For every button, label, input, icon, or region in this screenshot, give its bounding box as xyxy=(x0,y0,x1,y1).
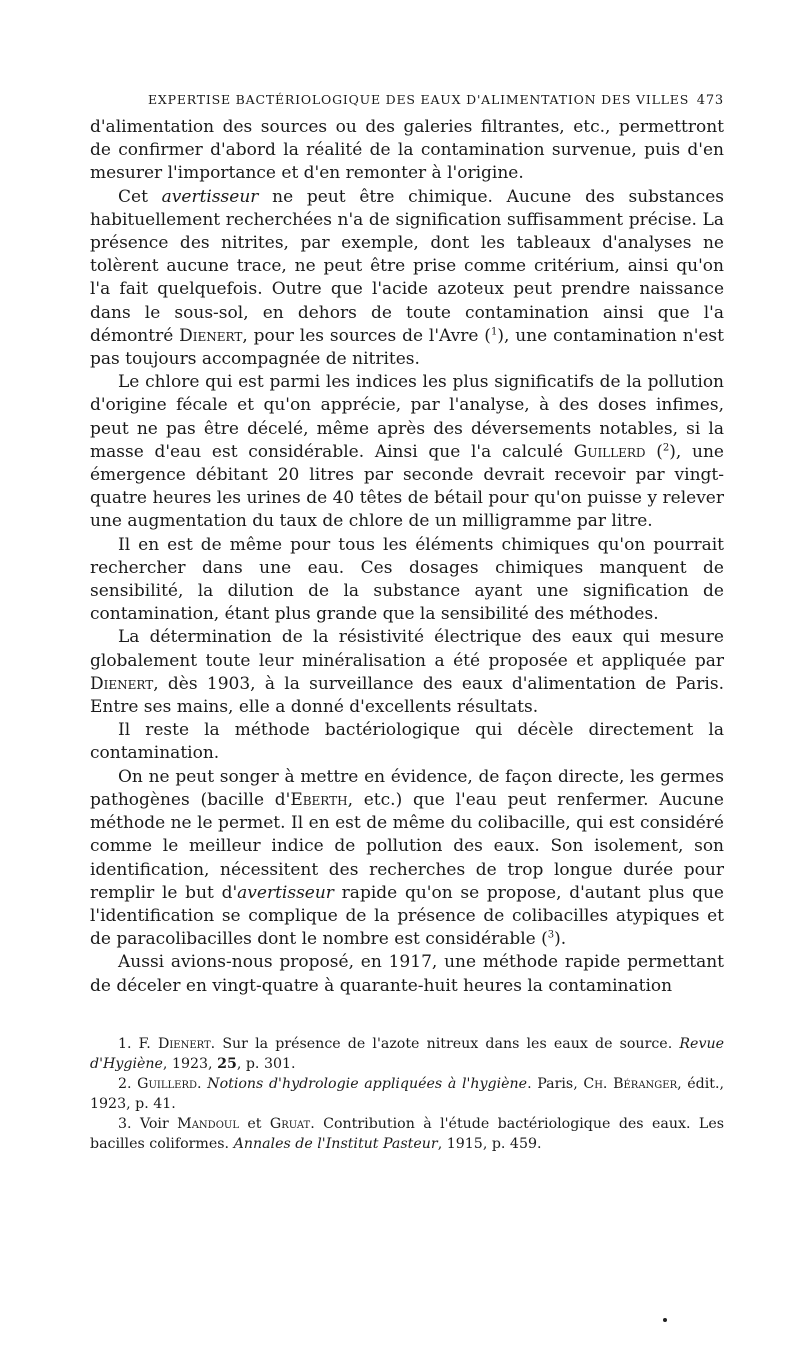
paragraph: Aussi avions-nous proposé, en 1917, une méthode rapide permettant de déceler en vingt-quatre à quarante-huit heures la contamination xyxy=(90,952,724,996)
paragraph: Il en est de même pour tous les éléments chimiques qu'on pourrait rechercher dans une eau. Ces dosages chimiques manquent de sensibilité, la dilution de la substance ayant une signification de contamination, étant plus grande que la sensibilité des méthodes. xyxy=(90,534,724,625)
footnotes xyxy=(90,1034,724,1154)
footnote: 2. Guillerd. Notions d'hydrologie appliquées à l'hygiène. Paris, Ch. Béranger, édit., 1923, p. 41. xyxy=(90,1075,725,1112)
footnote-ref: 3 xyxy=(547,929,555,941)
paragraph: Cet avertisseur ne peut être chimique. Aucune des substances habituellement recherchées n'a de signification suffisamment précise. La présence des nitrites, par exemple, dont les tableaux d'analyses ne tolèrent aucune trace, ne peut être prise comme critérium, ainsi qu'on l'a fait quelquefois. Outre que l'acide azoteux peut prendre naissance dans le sous-sol, en dehors de toute contamination ainsi que l'a démontré Dienert, pour les sources de l'Avre ($^1$), une contamination n'est pas toujours accompagnée de nitrites. xyxy=(90,186,724,370)
footnote-ref: 2 xyxy=(662,442,670,454)
page-number: 473 xyxy=(696,93,724,108)
body-text xyxy=(90,116,724,998)
paragraph: La détermination de la résistivité électrique des eaux qui mesure globalement toute leur minéralisation a été proposée et appliquée par Dienert, dès 1903, à la surveillance des eaux d'alimentation de Paris. Entre ses mains, elle a donné d'excellents résultats. xyxy=(90,627,724,718)
author-name: Guillerd xyxy=(573,441,646,462)
header-title: EXPERTISE BACTÉRIOLOGIQUE DES EAUX D'ALIMENTATION DES VILLES xyxy=(148,92,690,107)
ink-speck xyxy=(663,1318,667,1322)
author-name: Dienert xyxy=(179,325,243,346)
footnote: 1. F. Dienert. Sur la présence de l'azote nitreux dans les eaux de source. Revue d'Hygiène, 1923, 25, p. 301. xyxy=(90,1035,724,1072)
paragraph: Il reste la méthode bactériologique qui décèle directement la contamination. xyxy=(90,720,724,764)
paragraph: d'alimentation des sources ou des galeries filtrantes, etc., permettront de confirmer d'abord la réalité de la contamination survenue, puis d'en mesurer l'importance et d'en remonter à l'origine. xyxy=(90,117,724,184)
page xyxy=(90,92,724,1154)
running-header xyxy=(148,92,724,108)
footnote-ref: 1 xyxy=(490,326,498,338)
author-name: Dienert xyxy=(90,673,154,694)
author-name: Eberth xyxy=(290,789,348,810)
footnote: 3. Voir Mandoul et Gruat. Contribution à l'étude bactériologique des eaux. Les bacilles coliformes. Annales de l'Institut Pasteur, 1915, p. 459. xyxy=(90,1115,725,1152)
paragraph: Le chlore qui est parmi les indices les plus significatifs de la pollution d'origine fécale et qu'on apprécie, par l'analyse, à des doses infimes, peut ne pas être décelé, même après des déversements notables, si la masse d'eau est considérable. Ainsi que l'a calculé Guillerd ($^2$), une émergence débitant 20 litres par seconde devrait recevoir par vingt-quatre heures les urines de 40 têtes de bétail pour qu'on puisse y relever une augmentation du taux de chlore de un milligramme par litre. xyxy=(90,372,724,532)
paragraph: On ne peut songer à mettre en évidence, de façon directe, les germes pathogènes (bacille d'Eberth, etc.) que l'eau peut renfermer. Aucune méthode ne le permet. Il en est de même du colibacille, qui est considéré comme le meilleur indice de pollution des eaux. Son isolement, son identification, nécessitent des recherches de trop longue durée pour remplir le but d'avertisseur rapide qu'on se propose, d'autant plus que l'identification se complique de la présence de colibacilles atypiques et de paracolibacilles dont le nombre est considérable ($^3$). xyxy=(90,766,724,950)
